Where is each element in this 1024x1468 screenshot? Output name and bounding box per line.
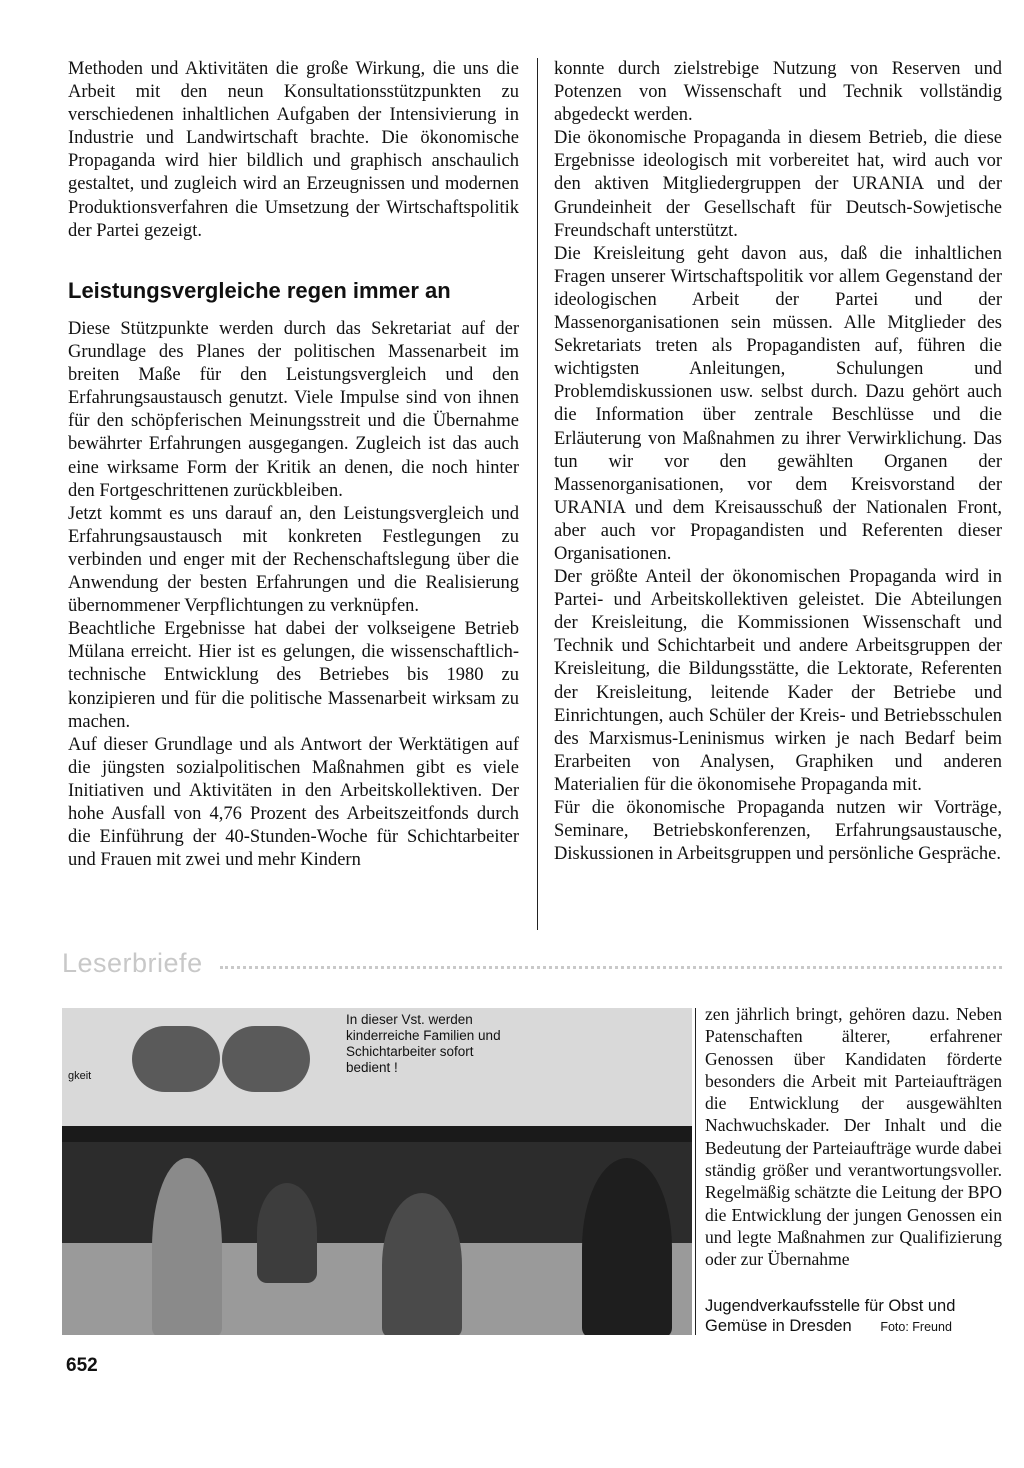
body-paragraph: Die Kreisleitung geht davon aus, daß die inhaltlichen Fragen unserer Wirtschaftspolitik vor allem Gegenstand der ideologischen Arbeit der Partei und der Massenorganisationen sein müssen. Alle Mitglieder des Sekretariats treten als Propagandisten auf, führen die wichtigsten Anleitungen, Schulungen und Problemdiskussionen usw. selbst durch. Dazu gehört auch die Information über zentrale Beschlüsse und die Erläuterung von Maßnahmen zu ihrer Verwirklichung. Das tun wir vor den gewählten Organen der Massenorganisationen, vor dem Kreisvorstand der URANIA und dem Kreisausschuß der Nationalen Front, aber auch vor Propagandisten und Referenten dieser Organisationen. — [554, 243, 1002, 564]
body-paragraph: Beachtliche Ergebnisse hat dabei der volkseigene Betrieb Mülana erreicht. Hier ist es gelungen, die wissenschaftlich-technische Entwicklung des Betriebes bis 1980 zu konzipieren und für die politische Massenarbeit wirksam zu machen. — [68, 619, 519, 732]
photo — [62, 1008, 692, 1335]
body-paragraph: Für die ökonomische Propaganda nutzen wir Vorträge, Seminare, Betriebskonferenzen, Erfahrungsaustausche, Diskussionen in Arbeitsgruppen und persönliche Gespräche. — [554, 798, 1002, 865]
left-column-lower — [68, 318, 519, 872]
section-label: Leserbriefe — [62, 948, 203, 978]
customer-figure — [382, 1193, 462, 1335]
photo-credit: Foto: Freund — [880, 1320, 952, 1334]
page-number: 652 — [66, 1355, 98, 1376]
shop-sign-text: In dieser Vst. werden kinderreiche Familien und Schichtarbeiter sofort bedient ! — [346, 1012, 501, 1075]
clerk-figure — [257, 1183, 317, 1283]
body-paragraph: Der größte Anteil der ökonomischen Propaganda wird in Partei- und Arbeitskollektiven geleistet. Die Abteilungen der Kreisleitung, die Kommissionen Wissenschaft und Technik und Schichtarbeit und andere Arbeitsgruppen der Kreisleitung, die Bildungsstätte, die Lektorate, Referenten der Kreisleitung, leitende Kader der Betriebe und Einrichtungen, auch Schüler der Kreis- und Betriebsschulen des Marxismus-Leninismus wirken je nach Bedarf beim Erarbeiten von Analysen, Graphiken und anderen Materialien für die ökonomisehe Propaganda mit. — [554, 567, 1002, 795]
body-paragraph: Jetzt kommt es uns darauf an, den Leistungsvergleich und Erfahrungsaustausch mit konkreten Festlegungen zu verbinden und enger mit der Rechenschaftslegung über die Anwendung der besten Erfahrungen und die Realisierung übernommener Verpflichtungen zu verknüpfen. — [68, 503, 519, 617]
body-paragraph: Die ökonomische Propaganda in diesem Betrieb, die diese Ergebnisse ideologisch mit vorbereitet hat, wird auch vor den aktiven Mitgliedergruppen der URANIA und der Grundeinheit der Gesellschaft für Deutsch-Sowjetische Freundschaft unterstützt. — [554, 128, 1002, 241]
body-paragraph: Auf dieser Grundlage und als Antwort der Werktätigen auf die jüngsten sozialpolitischen Maßnahmen gibt es viele Initiativen und Aktivitäten in den Arbeitskollektiven. Der hohe Ausfall von 4,76 Prozent des Arbeitszeitfonds durch die Einführung der 40-Stunden-Woche für Schichtarbeiter und Frauen mit zwei und mehr Kindern — [68, 734, 519, 871]
photo-caption — [705, 1296, 1005, 1337]
photo-lamp-row — [62, 1126, 692, 1142]
left-column — [68, 58, 519, 243]
body-paragraph: konnte durch zielstrebige Nutzung von Reserven und Potenzen von Wissenschaft und Technik vollständig abgedeckt werden. — [554, 59, 1002, 126]
column-divider — [537, 58, 538, 930]
section-label-bar — [62, 948, 1002, 988]
customer-figure — [152, 1158, 222, 1335]
right-column — [554, 58, 1002, 866]
dotted-rule — [220, 966, 1002, 969]
photo-divider — [695, 1008, 696, 1335]
fruit-basket-image — [132, 1026, 220, 1092]
sidebar-text: zen jährlich bringt, gehören dazu. Neben Patenschaften älterer, erfahrener Genossen über Kandidaten förderte besonders die Arbeit mit Parteiaufträgen die Entwicklung der ausgewählten Nachwuchskader. Der Inhalt und die Bedeutung der Parteiaufträge wurde dabei ständig größer und verantwortungsvoller. Regelmäßig schätzte die Leitung der BPO die Entwicklung der jungen Genossen ein und legte Maßnahmen zur Qualifizierung oder zur Übernahme — [705, 1004, 1003, 1270]
intro-paragraph: Methoden und Aktivitäten die große Wirkung, die uns die Arbeit mit den neun Konsultationsstützpunkten zu verschiedenen inhaltlichen Aufgaben der Intensivierung in Industrie und Landwirtschaft brachte. Die ökonomische Propaganda wird hier bildlich und graphisch anschaulich gestaltet, und zugleich wird an Erzeugnissen und modernen Produktionsverfahren die Umsetzung der Wirtschaftspolitik der Partei gezeigt. — [68, 59, 519, 241]
body-paragraph: Diese Stützpunkte werden durch das Sekretariat auf der Grundlage des Planes der politischen Massenarbeit im breiten Maße für den Leistungsvergleich und den Erfahrungsaustausch genutzt. Viele Impulse sind von ihnen für den schöpferischen Meinungsstreit und die Übernahme bewährter Erfahrungen ausgegangen. Zugleich ist das auch eine wirksame Form der Kritik an denen, die noch hinter den Fortgeschrittenen zurückbleiben. — [68, 319, 519, 501]
fruit-basket-image — [222, 1026, 310, 1092]
section-heading: Leistungsvergleiche regen immer an — [68, 278, 451, 303]
photo-sign-fragment: gkeit — [68, 1070, 92, 1082]
customer-figure — [582, 1158, 672, 1335]
caption-text: Jugendverkaufsstelle für Obst und Gemüse in Dresden — [705, 1297, 956, 1335]
